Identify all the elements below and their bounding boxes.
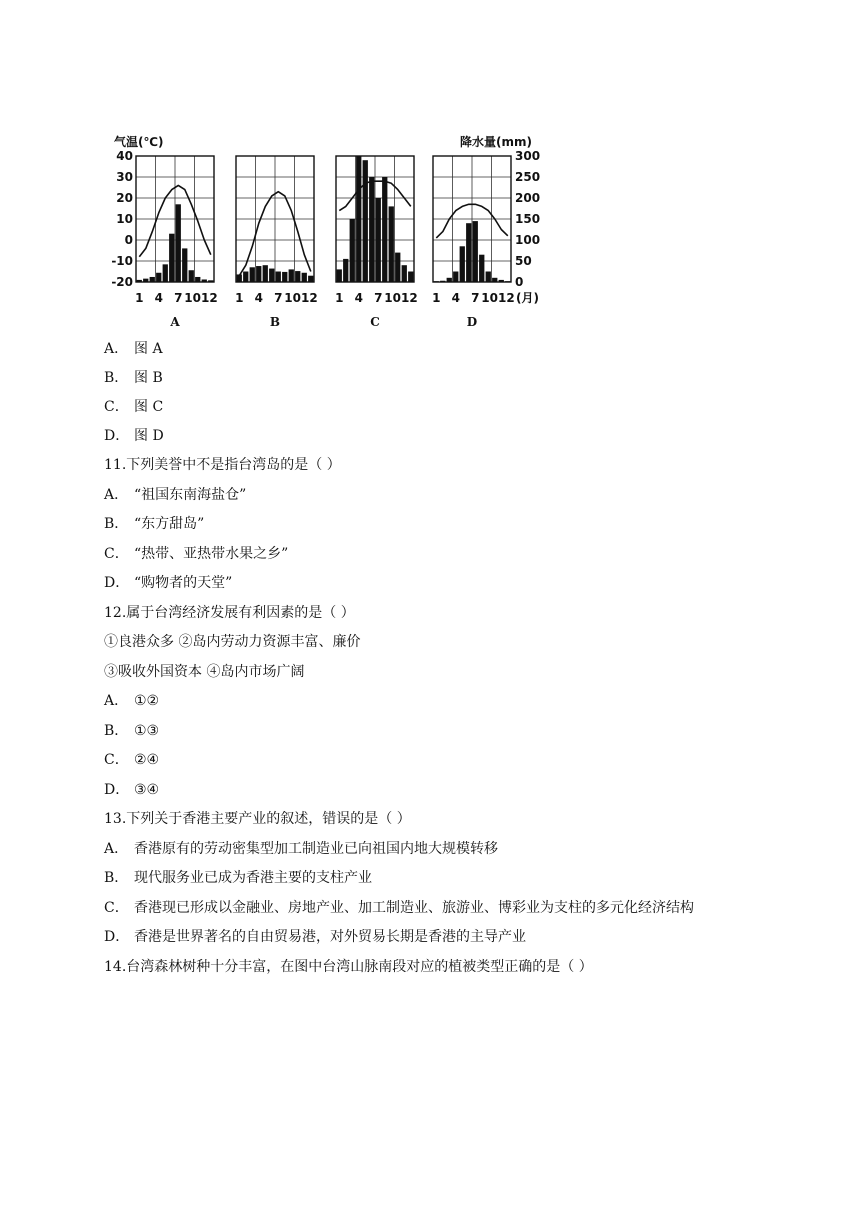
month-tick-label: 1012 <box>284 291 318 305</box>
q11-option-a[interactable] <box>104 486 246 504</box>
precipitation-axis-label: 降水量(mm) <box>460 135 532 149</box>
precipitation-bar <box>350 219 355 282</box>
option-text: 图 A <box>134 341 163 357</box>
option-text: 现代服务业已成为香港主要的支柱产业 <box>134 870 372 886</box>
option-text: ②④ <box>134 752 160 768</box>
precipitation-bar <box>402 265 407 282</box>
climate-panels <box>135 156 515 329</box>
option-key: C． <box>104 752 129 768</box>
q12-option-c[interactable] <box>104 751 159 769</box>
option-text: “祖国东南海盐仓” <box>134 487 247 503</box>
q12-option-a[interactable] <box>104 692 159 710</box>
temp-tick-label: 30 <box>116 170 133 184</box>
precipitation-bar <box>263 265 268 282</box>
q12-option-b[interactable] <box>104 722 159 740</box>
option-key: B． <box>104 870 129 886</box>
option-key: D． <box>104 929 130 945</box>
q12-condition-line-1: ①良港众多 ②岛内劳动力资源丰富、廉价 <box>104 634 361 650</box>
precipitation-bar <box>143 279 148 282</box>
precipitation-bar <box>163 264 168 282</box>
option-key: C． <box>104 546 129 562</box>
precipitation-bar <box>382 177 387 282</box>
q13-option-a[interactable] <box>104 840 498 858</box>
option-key: A． <box>104 841 129 857</box>
precipitation-bar <box>395 253 400 282</box>
precipitation-bar <box>479 255 484 282</box>
precipitation-bar <box>363 160 368 282</box>
option-text: “热带、亚热带水果之乡” <box>134 546 289 562</box>
precip-tick-label: 300 <box>515 149 541 163</box>
precip-tick-label: 200 <box>515 191 541 205</box>
precipitation-bar <box>486 272 491 283</box>
month-tick-label: 1012 <box>384 291 418 305</box>
precipitation-bar <box>250 267 255 282</box>
option-key: C． <box>104 399 129 415</box>
precipitation-bar <box>176 204 181 282</box>
option-text: 香港原有的劳动密集型加工制造业已向祖国内地大规模转移 <box>134 841 498 857</box>
precipitation-bar <box>302 273 307 282</box>
month-tick-label: 7 <box>274 291 283 305</box>
temperature-axis-label: 气温(℃) <box>114 135 164 149</box>
precipitation-bar <box>282 272 287 282</box>
temp-tick-label: -10 <box>111 254 133 268</box>
q10-option-b[interactable] <box>104 369 163 387</box>
option-text: 香港是世界著名的自由贸易港，对外贸易长期是香港的主导产业 <box>134 929 526 945</box>
month-tick-label: 1 <box>135 291 144 305</box>
climate-panel-a <box>135 156 218 329</box>
precipitation-bar <box>195 277 200 282</box>
climate-panel-b <box>235 156 318 329</box>
climate-charts-figure <box>100 128 560 336</box>
precipitation-bar <box>473 221 478 282</box>
temperature-tick-labels <box>111 149 133 289</box>
precipitation-bar <box>499 280 504 282</box>
precipitation-bar <box>276 272 281 283</box>
q12-condition-line-2: ③吸收外国资本 ④岛内市场广阔 <box>104 664 305 680</box>
temp-tick-label: 10 <box>116 212 133 226</box>
option-text: 图 C <box>134 399 164 415</box>
option-text: ①③ <box>134 723 160 739</box>
option-key: A． <box>104 487 129 503</box>
q13-option-b[interactable] <box>104 869 372 887</box>
precipitation-bar <box>295 271 300 282</box>
panel-label: C <box>370 315 380 329</box>
precipitation-bar <box>434 281 439 282</box>
precipitation-bar <box>269 269 274 282</box>
q11-option-c[interactable] <box>104 545 288 563</box>
option-text: 图 D <box>134 428 164 444</box>
option-text: 图 B <box>134 370 163 386</box>
option-text: 香港现已形成以金融业、房地产业、加工制造业、旅游业、博彩业为支柱的多元化经济结构 <box>134 900 694 916</box>
precipitation-bar <box>447 278 452 282</box>
month-tick-label: 4 <box>154 291 163 305</box>
precip-tick-label: 250 <box>515 170 541 184</box>
month-tick-label: 1 <box>432 291 441 305</box>
month-tick-label: 4 <box>354 291 363 305</box>
precipitation-tick-labels <box>515 149 540 289</box>
q12-option-d[interactable] <box>104 781 159 799</box>
option-text: ①② <box>134 693 160 709</box>
q13-option-d[interactable] <box>104 928 526 946</box>
precipitation-bar <box>505 281 510 282</box>
option-text: ③④ <box>134 782 160 798</box>
climate-charts-svg <box>100 128 560 336</box>
precipitation-bar <box>453 272 458 283</box>
q11-option-d[interactable] <box>104 574 232 592</box>
climate-panel-d <box>432 156 515 329</box>
precipitation-bar <box>169 234 174 282</box>
precipitation-bar <box>156 273 161 282</box>
q10-option-a[interactable] <box>104 340 163 358</box>
precipitation-bar <box>356 156 361 282</box>
precipitation-bar <box>137 280 142 282</box>
q12-stem: 12.属于台湾经济发展有利因素的是（ ） <box>104 605 355 621</box>
month-tick-label: 4 <box>254 291 263 305</box>
month-unit-label: (月) <box>516 291 539 305</box>
precipitation-bar <box>466 223 471 282</box>
precip-tick-label: 100 <box>515 233 541 247</box>
precip-tick-label: 0 <box>515 275 524 289</box>
precipitation-bar <box>389 206 394 282</box>
temp-tick-label: 0 <box>124 233 133 247</box>
month-tick-label: 1012 <box>481 291 515 305</box>
panel-label: A <box>170 315 180 329</box>
option-key: D． <box>104 428 130 444</box>
temp-tick-label: 20 <box>116 191 133 205</box>
precipitation-bar <box>460 246 465 282</box>
option-text: “购物者的天堂” <box>134 575 233 591</box>
option-text: “东方甜岛” <box>134 516 205 532</box>
q11-option-b[interactable] <box>104 515 204 533</box>
precipitation-bar <box>289 269 294 282</box>
precipitation-bar <box>369 177 374 282</box>
month-tick-label: 1 <box>335 291 344 305</box>
month-tick-label: 7 <box>374 291 383 305</box>
option-key: B． <box>104 370 129 386</box>
option-key: C． <box>104 900 129 916</box>
precipitation-bar <box>202 279 207 282</box>
precipitation-bar <box>376 198 381 282</box>
option-key: A． <box>104 341 129 357</box>
month-tick-label: 7 <box>174 291 183 305</box>
panel-label: D <box>466 315 478 329</box>
month-tick-label: 1 <box>235 291 244 305</box>
precipitation-bar <box>150 277 155 282</box>
precipitation-bar <box>182 248 187 282</box>
q13-stem: 13.下列关于香港主要产业的叙述，错误的是（ ） <box>104 811 411 827</box>
option-key: D． <box>104 575 130 591</box>
precipitation-bar <box>440 281 445 282</box>
option-key: B． <box>104 516 129 532</box>
precipitation-bar <box>308 276 313 282</box>
q14-stem: 14.台湾森林树种十分丰富，在图中台湾山脉南段对应的植被类型正确的是（ ） <box>104 959 593 975</box>
option-key: A． <box>104 693 129 709</box>
precipitation-bar <box>189 270 194 282</box>
q10-option-c[interactable] <box>104 398 163 416</box>
temp-tick-label: -20 <box>111 275 133 289</box>
precipitation-bar <box>208 280 213 282</box>
precip-tick-label: 50 <box>515 254 532 268</box>
climate-panel-c <box>335 156 418 329</box>
precipitation-bar <box>408 272 413 283</box>
option-key: D． <box>104 782 130 798</box>
month-tick-label: 7 <box>471 291 480 305</box>
panel-label: B <box>269 315 281 329</box>
q13-option-c[interactable] <box>104 899 694 917</box>
precipitation-bar <box>243 272 248 283</box>
temp-tick-label: 40 <box>116 149 133 163</box>
month-tick-label: 4 <box>451 291 460 305</box>
precipitation-bar <box>256 266 261 282</box>
option-key: B． <box>104 723 129 739</box>
precipitation-bar <box>343 259 348 282</box>
q11-stem: 11.下列美誉中不是指台湾岛的是（ ） <box>104 457 341 473</box>
q10-option-d[interactable] <box>104 427 164 445</box>
precipitation-bar <box>492 278 497 282</box>
month-tick-label: 1012 <box>184 291 218 305</box>
precipitation-bar <box>337 269 342 282</box>
precip-tick-label: 150 <box>515 212 541 226</box>
